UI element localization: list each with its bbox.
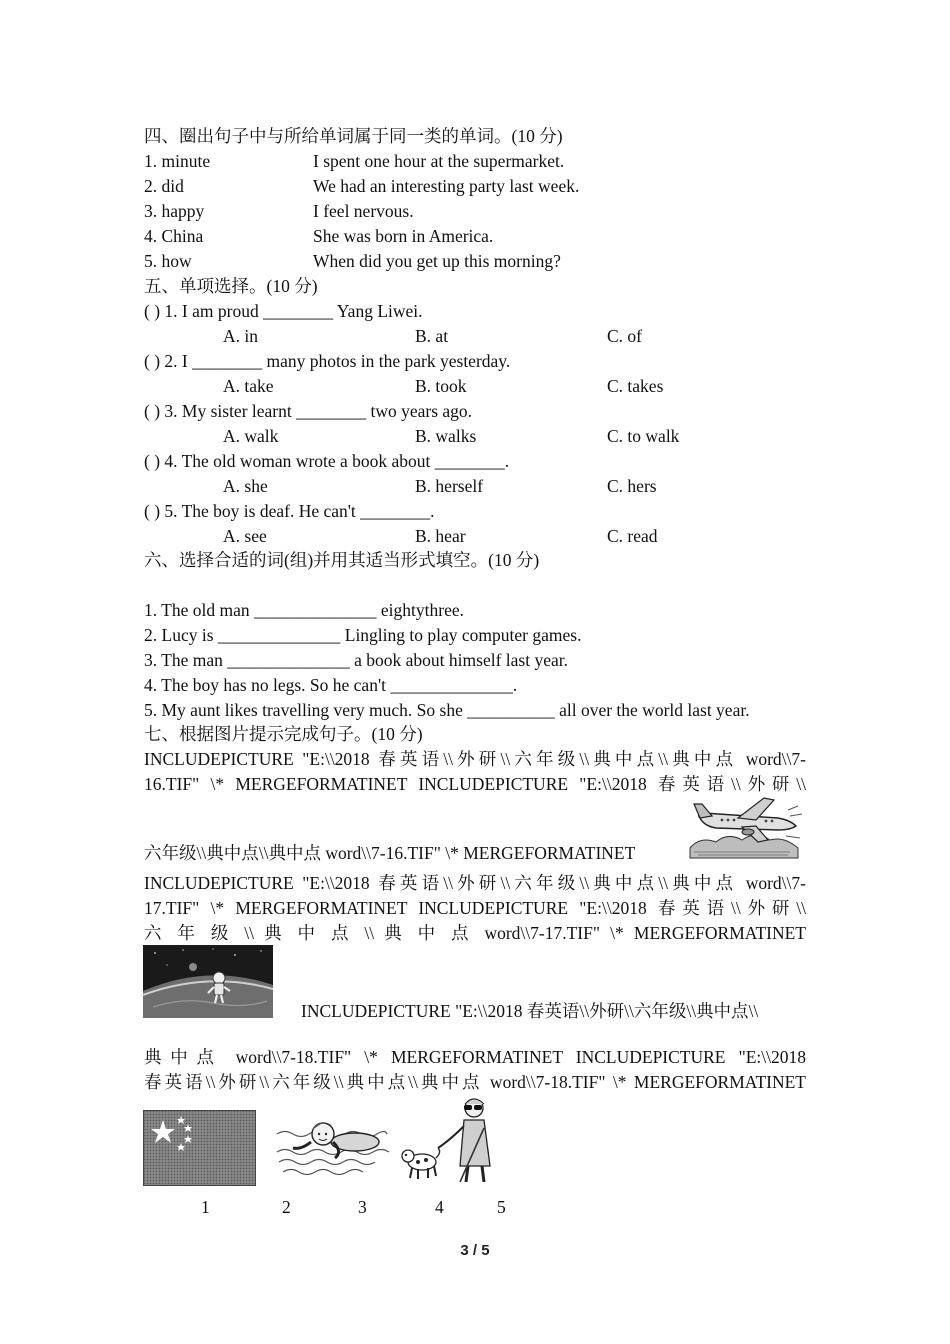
fill-blank-item: 2. Lucy is ______________ Lingling to play computer games. xyxy=(144,625,582,645)
section4-word: 3. happy xyxy=(144,201,205,221)
section4-sentence: We had an interesting party last week. xyxy=(313,176,580,196)
option-c: C. of xyxy=(607,326,642,346)
field-code-line: 16.TIF" \* MERGEFORMATINET INCLUDEPICTURE "E:\\2018 春英语\\外研\\ xyxy=(144,774,806,794)
option-a: A. take xyxy=(223,376,274,396)
option-a: A. see xyxy=(223,526,267,546)
option-c: C. takes xyxy=(607,376,664,396)
picture-number: 2 xyxy=(282,1197,291,1217)
option-c: C. hers xyxy=(607,476,657,496)
section4-word: 1. minute xyxy=(144,151,211,171)
question-stem: ( ) 2. I ________ many photos in the park yesterday. xyxy=(144,351,511,371)
question-stem: ( ) 5. The boy is deaf. He can't ________. xyxy=(144,501,435,521)
field-code-line: INCLUDEPICTURE "E:\\2018 春英语\\外研\\六年级\\典中点\\典中点 word\\7- xyxy=(144,873,806,893)
option-c: C. to walk xyxy=(607,426,680,446)
section6-title: 六、选择合适的词(组)并用其适当形式填空。(10 分) xyxy=(144,550,540,570)
swimming-picture xyxy=(275,1114,390,1182)
option-a: A. walk xyxy=(223,426,279,446)
fill-blank-item: 3. The man ______________ a book about himself last year. xyxy=(144,650,568,670)
option-a: A. she xyxy=(223,476,268,496)
section4-word: 5. how xyxy=(144,251,192,271)
section4-sentence: When did you get up this morning? xyxy=(313,251,561,271)
section4-word: 2. did xyxy=(144,176,184,196)
guide-dog-picture xyxy=(398,1096,494,1186)
section7-title: 七、根据图片提示完成句子。(10 分) xyxy=(144,724,423,744)
option-b: B. walks xyxy=(415,426,477,446)
question-stem: ( ) 4. The old woman wrote a book about ________. xyxy=(144,451,510,471)
option-b: B. hear xyxy=(415,526,466,546)
field-code-line: 春英语\\外研\\六年级\\典中点\\典中点 word\\7-18.TIF" \* MERGEFORMATINET xyxy=(144,1072,806,1092)
section4-sentence: I spent one hour at the supermarket. xyxy=(313,151,565,171)
field-code-line: 典中点 word\\7-18.TIF" \* MERGEFORMATINET INCLUDEPICTURE "E:\\2018 xyxy=(144,1047,806,1067)
option-b: B. herself xyxy=(415,476,484,496)
picture-number: 3 xyxy=(358,1197,367,1217)
field-code-line: INCLUDEPICTURE "E:\\2018 春英语\\外研\\六年级\\典中点\\典中点 word\\7- xyxy=(144,749,806,769)
space-picture xyxy=(143,945,273,1018)
picture-number: 5 xyxy=(497,1197,506,1217)
section4-title: 四、圈出句子中与所给单词属于同一类的单词。(10 分) xyxy=(144,126,563,146)
china-flag-picture xyxy=(143,1110,256,1186)
field-code-line: 六年级\\典中点\\典中点 word\\7-16.TIF" \* MERGEFORMATINET xyxy=(144,843,636,863)
page-number: 3 / 5 xyxy=(460,1242,490,1259)
question-stem: ( ) 1. I am proud ________ Yang Liwei. xyxy=(144,301,423,321)
section4-word: 4. China xyxy=(144,226,204,246)
section4-sentence: I feel nervous. xyxy=(313,201,414,221)
airplane-picture xyxy=(686,796,806,860)
option-a: A. in xyxy=(223,326,258,346)
picture-number: 4 xyxy=(435,1197,444,1217)
field-code-line: 六 年 级 \\ 典 中 点 \\ 典 中 点 word\\7-17.TIF" \* MERGEFORMATINET xyxy=(144,923,806,943)
picture-number: 1 xyxy=(201,1197,210,1217)
section5-title: 五、单项选择。(10 分) xyxy=(144,276,318,296)
option-b: B. at xyxy=(415,326,449,346)
fill-blank-item: 5. My aunt likes travelling very much. So she __________ all over the world last year. xyxy=(144,700,750,720)
option-c: C. read xyxy=(607,526,658,546)
fill-blank-item: 1. The old man ______________ eightythree. xyxy=(144,600,464,620)
option-b: B. took xyxy=(415,376,467,396)
question-stem: ( ) 3. My sister learnt ________ two years ago. xyxy=(144,401,473,421)
fill-blank-item: 4. The boy has no legs. So he can't ______________. xyxy=(144,675,518,695)
section4-sentence: She was born in America. xyxy=(313,226,494,246)
field-code-line: 17.TIF" \* MERGEFORMATINET INCLUDEPICTURE "E:\\2018 春英语\\外研\\ xyxy=(144,898,806,918)
field-code-line: INCLUDEPICTURE "E:\\2018 春英语\\外研\\六年级\\典中点\\ xyxy=(301,1001,759,1021)
